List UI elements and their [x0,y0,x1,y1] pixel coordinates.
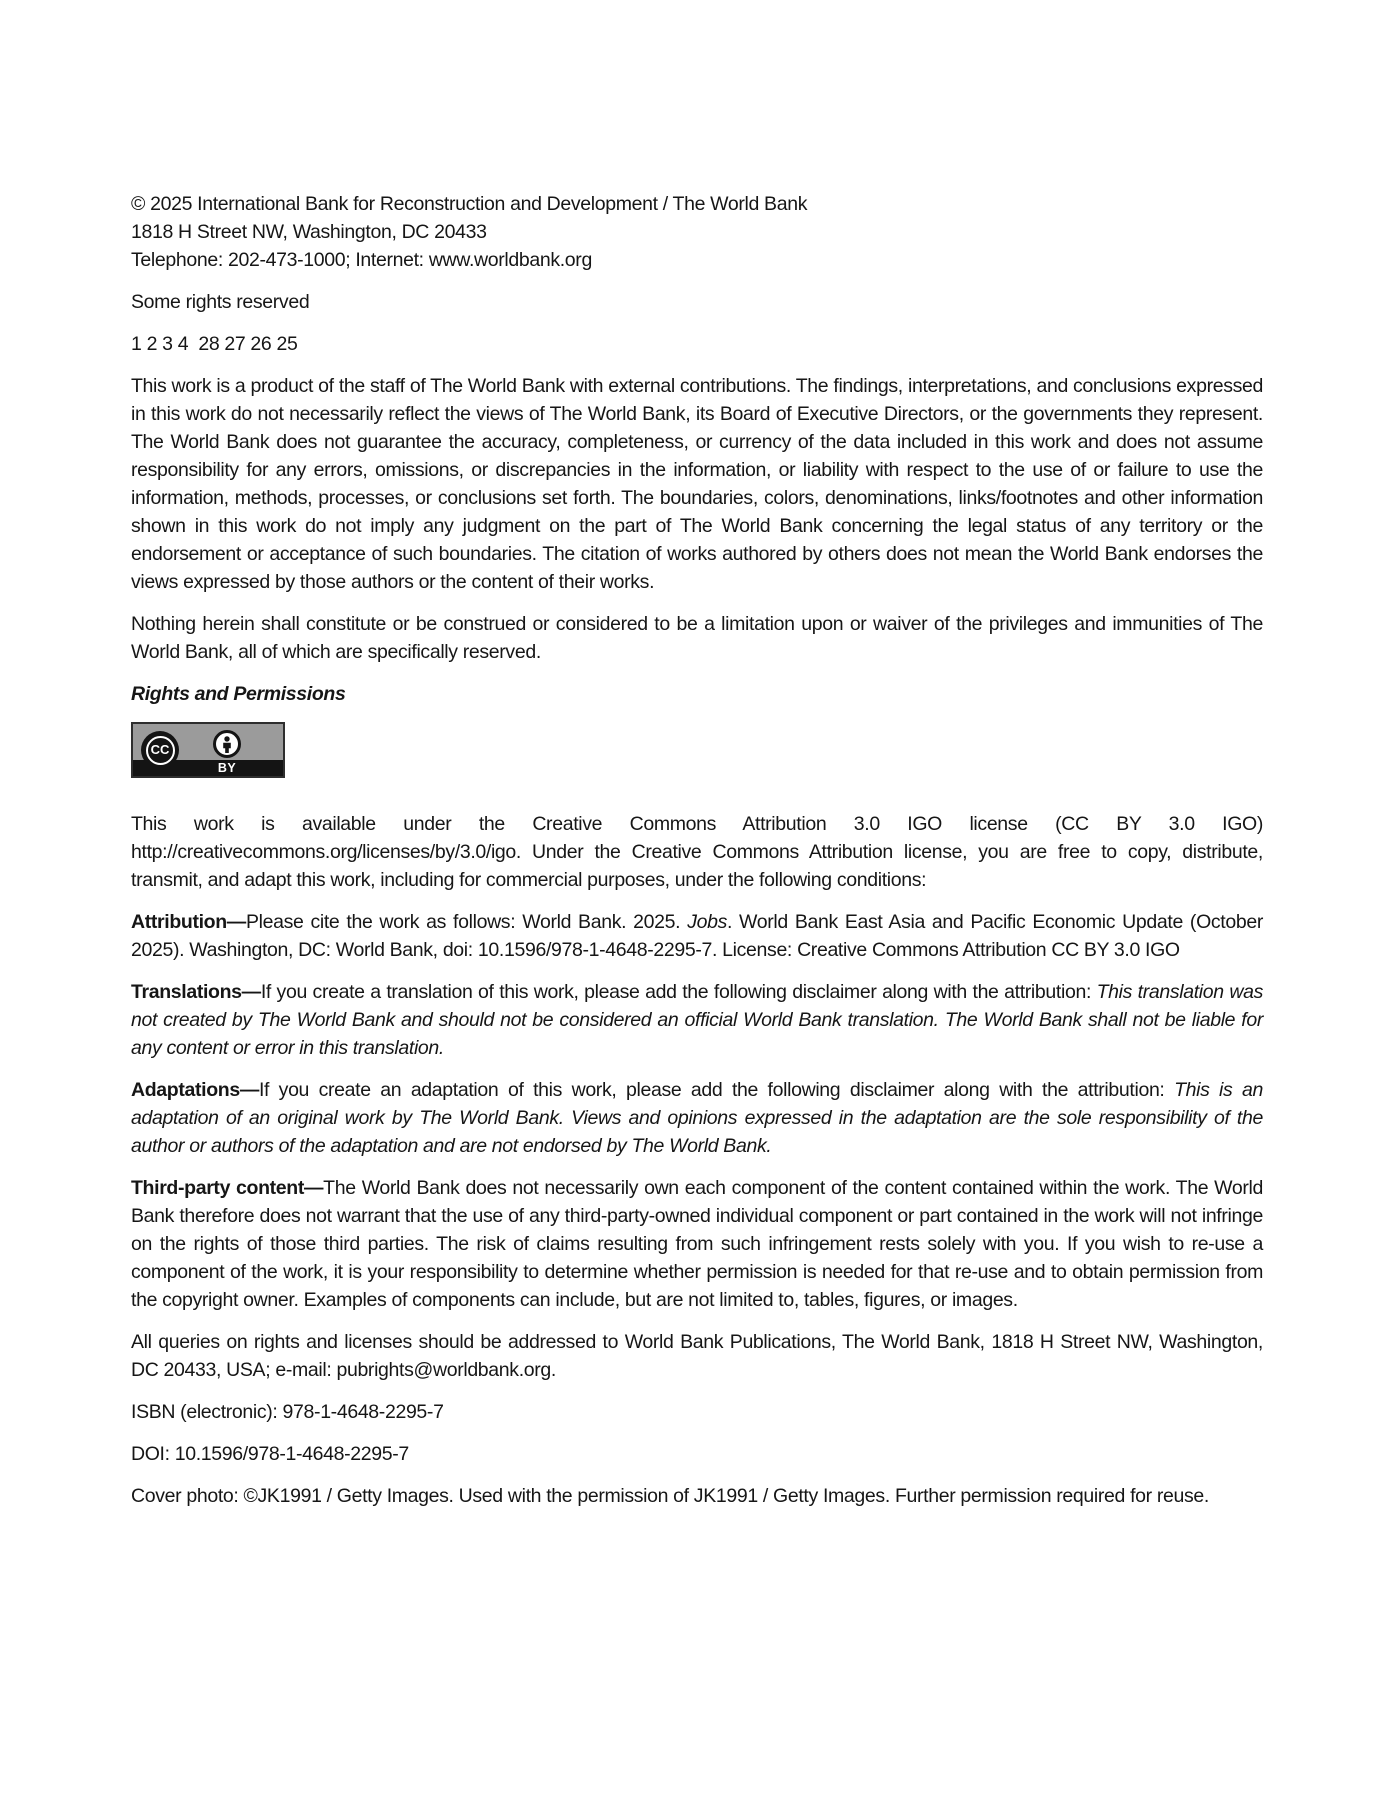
privileges-paragraph: Nothing herein shall constitute or be construed or considered to be a limitation upon or waiver of the privileges and immunities of The World Bank, all of which are specifically reserved. [131,613,1263,663]
attribution-title-italic: Jobs [687,911,727,933]
attribution-body-2: . World Bank East Asia and Pacific Economic Update (October 2025). Washington, DC: World Bank, doi: 10.1596/978-1-4648-2295-7. License: Creative Commons Attribution CC BY 3.0 IGO [131,911,1263,961]
copyright-page [131,190,1263,1524]
printing-numbers-line: 1 2 3 4 28 27 26 25 [131,333,298,355]
isbn-line: ISBN (electronic): 978-1-4648-2295-7 [131,1401,444,1423]
adaptations-paragraph [131,1076,1263,1160]
cc-logo-label: CC [146,736,175,765]
license-intro-paragraph: This work is available under the Creative Commons Attribution 3.0 IGO license (CC BY 3.0 IGO) http://creativecommons.org/licenses/by/3.0/igo. Under the Creative Commons Attribution license, you are free to copy, distribute, transmit, and adapt this work, including for commercial purposes, under the following conditions: [131,813,1263,891]
third-party-body: The World Bank does not necessarily own each component of the content contained within the work. The World Bank therefore does not warrant that the use of any third-party-owned individual component or part contained in the work will not infringe on the rights of those third parties. The risk of claims resulting from such infringement rests solely with you. If you wish to re-use a component of the work, it is your responsibility to determine whether permission is needed for that re-use and to obtain permission from the copyright owner. Examples of components can include, but are not limited to, tables, figures, or images. [131,1177,1263,1311]
translations-lead: Translations— [131,981,261,1003]
cover-photo-line: Cover photo: ©JK1991 / Getty Images. Used with the permission of JK1991 / Getty Images. Further permission required for reuse. [131,1485,1209,1507]
cc-by-license-badge [131,722,285,778]
rights-permissions-heading: Rights and Permissions [131,683,346,705]
attribution-body-1: Please cite the work as follows: World Bank. 2025. [245,911,688,933]
attribution-person-icon [213,730,241,758]
copyright-line: © 2025 International Bank for Reconstruction and Development / The World Bank [131,193,808,215]
third-party-lead: Third-party content— [131,1177,324,1199]
cc-logo-icon [141,731,179,769]
rights-reserved-line: Some rights reserved [131,291,310,313]
adaptations-disclaimer-italic: This is an adaptation of an original work by The World Bank. Views and opinions expressed in the adaptation are the sole responsibility of the author or authors of the adaptation and are not endorsed by The World Bank. [131,1079,1263,1157]
attribution-lead: Attribution— [131,911,246,933]
translations-disclaimer-italic: This translation was not created by The World Bank and should not be considered an official World Bank translation. The World Bank shall not be liable for any content or error in this translation. [131,981,1263,1059]
queries-paragraph: All queries on rights and licenses should be addressed to World Bank Publications, The World Bank, 1818 H Street NW, Washington, DC 20433, USA; e-mail: pubrights@worldbank.org. [131,1331,1263,1381]
telephone-line: Telephone: 202-473-1000; Internet: www.worldbank.org [131,249,592,271]
address-line: 1818 H Street NW, Washington, DC 20433 [131,221,487,243]
translations-paragraph [131,978,1263,1062]
doi-line: DOI: 10.1596/978-1-4648-2295-7 [131,1443,409,1465]
copyright-block [131,190,1263,274]
translations-body: If you create a translation of this work, please add the following disclaimer along with the attribution: [260,981,1097,1003]
third-party-paragraph [131,1174,1263,1314]
adaptations-lead: Adaptations— [131,1079,259,1101]
attribution-paragraph [131,908,1263,964]
by-label: BY [217,761,237,775]
staff-disclaimer-paragraph: This work is a product of the staff of The World Bank with external contributions. The findings, interpretations, and conclusions expressed in this work do not necessarily reflect the views of The World Bank, its Board of Executive Directors, or the governments they represent. The World Bank does not guarantee the accuracy, completeness, or currency of the data included in this work and does not assume responsibility for any errors, omissions, or discrepancies in the information, or liability with respect to the use of or failure to use the information, methods, processes, or conclusions set forth. The boundaries, colors, denominations, links/footnotes and other information shown in this work do not imply any judgment on the part of The World Bank concerning the legal status of any territory or the endorsement or acceptance of such boundaries. The citation of works authored by others does not mean the World Bank endorses the views expressed by those authors or the content of their works. [131,375,1263,593]
adaptations-body: If you create an adaptation of this work, please add the following disclaimer along with the attribution: [258,1079,1175,1101]
